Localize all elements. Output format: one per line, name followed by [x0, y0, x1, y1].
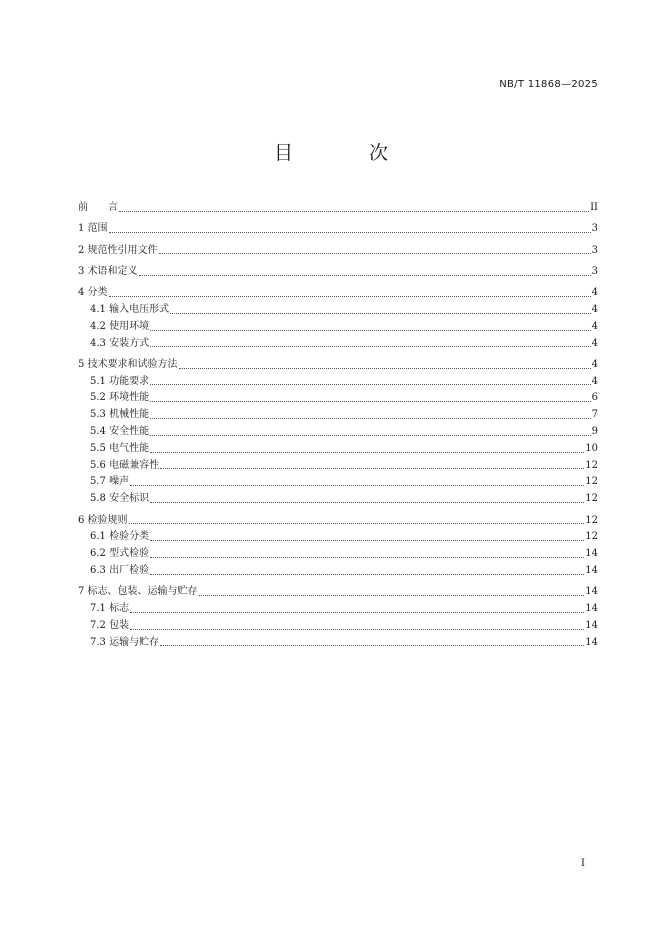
toc-entry-label: 5.2 环境性能 — [90, 392, 150, 404]
toc-leader-dots — [129, 522, 585, 524]
toc-entry-label: 7 标志、包装、运输与贮存 — [78, 586, 198, 598]
toc-entry-label: 5 技术要求和试验方法 — [78, 358, 178, 370]
toc-entry[interactable] — [78, 285, 598, 302]
toc-entry-page: 4 — [591, 375, 598, 387]
page-number: I — [581, 858, 585, 869]
toc-entry[interactable] — [78, 491, 598, 508]
toc-entry-label: 7.1 标志 — [90, 603, 130, 615]
document-code: NB/T 11868—2025 — [499, 79, 598, 90]
toc-entry-label: 5.7 噪声 — [90, 476, 130, 488]
toc-entry-label: 4 分类 — [78, 287, 108, 299]
toc-entry[interactable] — [78, 374, 598, 391]
toc-entry-label: 6.2 型式检验 — [90, 548, 150, 560]
toc-entry-page: 12 — [585, 493, 598, 505]
toc-entry-label: 2 规范性引用文件 — [78, 244, 158, 256]
toc-entry-page: 7 — [591, 409, 598, 421]
toc-entry-page: 10 — [585, 442, 598, 454]
toc-entry[interactable] — [78, 200, 598, 217]
toc-entry-label: 6.3 出厂检验 — [90, 564, 150, 576]
toc-entry[interactable] — [78, 635, 598, 652]
toc-entry-page: 6 — [591, 392, 598, 404]
toc-entry-page: 14 — [585, 636, 598, 648]
toc-entry-label: 前 言 — [78, 202, 118, 213]
toc-entry-page: 4 — [591, 320, 598, 332]
toc-entry[interactable] — [78, 357, 598, 374]
toc-leader-dots — [150, 383, 591, 385]
toc-entry-page: 12 — [585, 531, 598, 543]
toc-entry[interactable] — [78, 546, 598, 563]
toc-entry-label: 7.2 包装 — [90, 619, 130, 631]
toc-entry-label: 5.1 功能要求 — [90, 375, 150, 387]
toc-entry-page: 4 — [591, 287, 598, 299]
toc-leader-dots — [139, 274, 591, 276]
toc-entry[interactable] — [78, 458, 598, 475]
toc-entry-label: 5.3 机械性能 — [90, 409, 150, 421]
toc-entry-page: 12 — [585, 514, 598, 526]
toc-entry-page: 14 — [585, 548, 598, 560]
toc-entry-label: 1 范围 — [78, 223, 108, 235]
toc-entry-page: 14 — [585, 619, 598, 631]
toc-entry-label: 5.8 安全标识 — [90, 493, 150, 505]
toc-entry[interactable] — [78, 221, 598, 238]
toc-leader-dots — [130, 484, 584, 486]
toc-entry[interactable] — [78, 441, 598, 458]
toc-entry[interactable] — [78, 243, 598, 260]
toc-entry-page: 3 — [591, 265, 598, 277]
toc-entry-page: 14 — [585, 564, 598, 576]
toc-entry[interactable] — [78, 319, 598, 336]
toc-entry[interactable] — [78, 424, 598, 441]
toc-leader-dots — [160, 644, 584, 646]
toc-entry[interactable] — [78, 529, 598, 546]
page-title: 目 次 — [273, 142, 424, 164]
toc-entry-page: 9 — [591, 426, 598, 438]
toc-leader-dots — [160, 467, 584, 469]
toc-entry-label: 7.3 运输与贮存 — [90, 636, 160, 648]
toc-entry-page: 4 — [591, 358, 598, 370]
toc-leader-dots — [150, 417, 591, 419]
toc-entry-label: 4.1 输入电压形式 — [90, 303, 170, 315]
toc-entry-page: 14 — [585, 603, 598, 615]
toc-entry-label: 4.2 使用环境 — [90, 320, 150, 332]
toc-entry[interactable] — [78, 336, 598, 353]
toc-leader-dots — [159, 252, 591, 254]
toc-entry-page: 12 — [585, 459, 598, 471]
toc-entry-page: 3 — [591, 223, 598, 235]
toc-entry[interactable] — [78, 302, 598, 319]
toc-entry-page: 4 — [591, 303, 598, 315]
toc-leader-dots — [150, 329, 591, 331]
toc-entry[interactable] — [78, 601, 598, 618]
toc-entry-label: 5.5 电气性能 — [90, 442, 150, 454]
toc-leader-dots — [109, 295, 591, 297]
toc-leader-dots — [199, 594, 585, 596]
toc-entry-label: 6.1 检验分类 — [90, 531, 150, 543]
toc-entry[interactable] — [78, 513, 598, 530]
toc-entry[interactable] — [78, 584, 598, 601]
toc-leader-dots — [150, 434, 591, 436]
toc-leader-dots — [150, 556, 584, 558]
toc-leader-dots — [150, 400, 591, 402]
toc-entry[interactable] — [78, 264, 598, 281]
toc-leader-dots — [150, 501, 584, 503]
toc-entry-page: 3 — [591, 244, 598, 256]
toc-entry-page: 4 — [591, 337, 598, 349]
table-of-contents — [78, 200, 598, 651]
toc-entry[interactable] — [78, 390, 598, 407]
toc-leader-dots — [150, 539, 584, 541]
toc-entry-label: 5.6 电磁兼容性 — [90, 459, 160, 471]
toc-entry-page: 14 — [585, 586, 598, 598]
toc-leader-dots — [130, 611, 584, 613]
toc-leader-dots — [130, 628, 584, 630]
toc-leader-dots — [119, 210, 589, 212]
toc-leader-dots — [150, 345, 591, 347]
toc-entry-page: 12 — [585, 476, 598, 488]
toc-entry-label: 6 检验规则 — [78, 514, 128, 526]
toc-entry[interactable] — [78, 474, 598, 491]
toc-leader-dots — [150, 573, 584, 575]
toc-entry-label: 5.4 安全性能 — [90, 426, 150, 438]
toc-entry[interactable] — [78, 618, 598, 635]
toc-leader-dots — [170, 312, 591, 314]
toc-entry[interactable] — [78, 563, 598, 580]
toc-entry[interactable] — [78, 407, 598, 424]
toc-leader-dots — [179, 367, 591, 369]
toc-entry-label: 3 术语和定义 — [78, 265, 138, 277]
toc-leader-dots — [150, 451, 584, 453]
toc-entry-page: II — [590, 202, 598, 213]
toc-entry-label: 4.3 安装方式 — [90, 337, 150, 349]
toc-leader-dots — [109, 231, 591, 233]
